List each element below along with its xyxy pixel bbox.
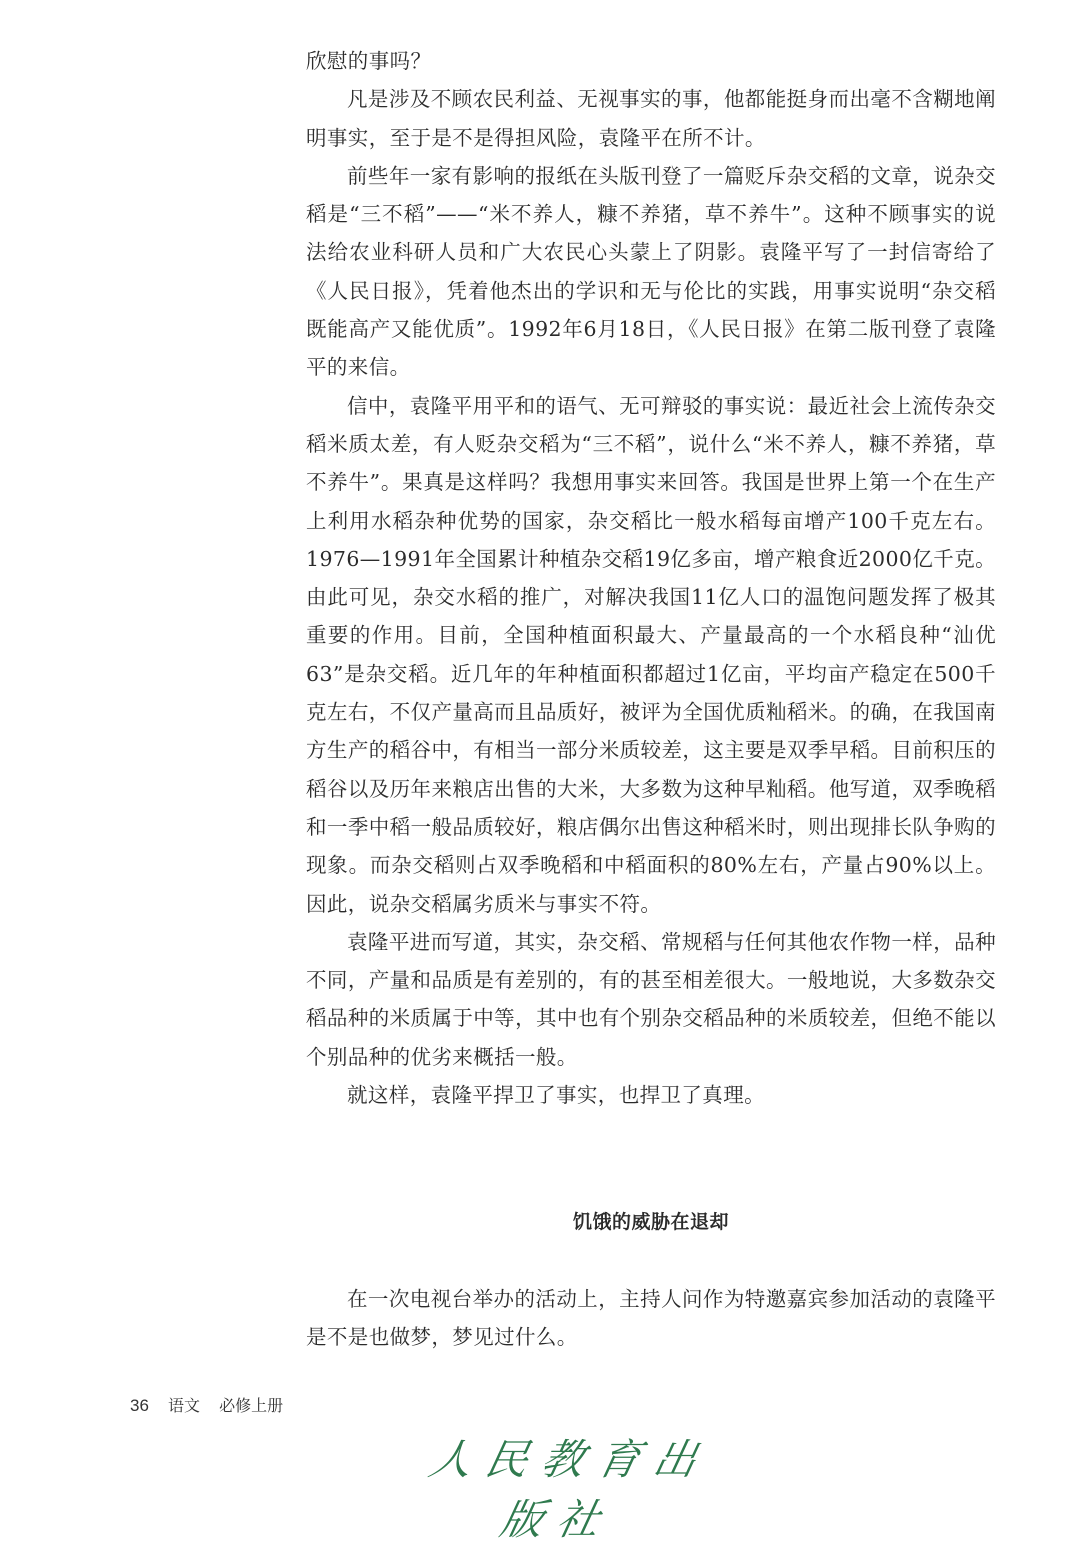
article-body (306, 42, 996, 1114)
section-heading: 饥饿的威胁在退却 (572, 1211, 729, 1233)
paragraph: 信中，袁隆平用平和的语气、无可辩驳的事实说：最近社会上流传杂交稻米质太差，有人贬杂交稻为“三不稻”，说什么“米不养人，糠不养猪，草不养牛”。果真是这样吗？我想用事实来回答。我国是世界上第一个在生产上利用水稻杂种优势的国家，杂交稻比一般水稻每亩增产100千克左右。1976—1991年全国累计种植杂交稻19亿多亩，增产粮食近2000亿千克。由此可见，杂交水稻的推广，对解决我国11亿人口的温饱问题发挥了极其重要的作用。目前，全国种植面积最大、产量最高的一个水稻良种“汕优63”是杂交稻。近几年的年种植面积都超过1亿亩，平均亩产稳定在500千克左右，不仅产量高而且品质好，被评为全国优质籼稻米。的确，在我国南方生产的稻谷中，有相当一部分米质较差，这主要是双季早稻。目前积压的稻谷以及历年来粮店出售的大米，大多数为这种早籼稻。他写道，双季晚稻和一季中稻一般品质较好，粮店偶尔出售这种稻米时，则出现排长队争购的现象。而杂交稻则占双季晚稻和中稻面积的80%左右，产量占90%以上。因此，说杂交稻属劣质米与事实不符。 (306, 393, 996, 916)
paragraph: 袁隆平进而写道，其实，杂交稻、常规稻与任何其他农作物一样，品种不同，产量和品质是有差别的，有的甚至相差很大。一般地说，大多数杂交稻品种的米质属于中等，其中也有个别杂交稻品种的米质较差，但绝不能以个别品种的优劣来概括一般。 (306, 929, 996, 1069)
paragraph: 在一次电视台举办的活动上，主持人问作为特邀嘉宾参加活动的袁隆平是不是也做梦，梦见过什么。 (306, 1287, 996, 1350)
paragraph: 就这样，袁隆平捍卫了事实，也捍卫了真理。 (347, 1083, 765, 1108)
paragraph-continuation: 欣慰的事吗？ (306, 49, 432, 73)
book-subject: 语文 (168, 1396, 201, 1415)
page-number: 36 (130, 1396, 149, 1415)
page-footer (130, 1394, 283, 1418)
book-volume: 必修上册 (219, 1396, 284, 1415)
paragraph: 凡是涉及不顾农民利益、无视事实的事，他都能挺身而出毫不含糊地阐明事实，至于是不是得担风险，袁隆平在所不计。 (306, 87, 996, 150)
paragraph: 前些年一家有影响的报纸在头版刊登了一篇贬斥杂交稻的文章，说杂交稻是“三不稻”——“米不养人，糠不养猪，草不养牛”。这种不顾事实的说法给农业科研人员和广大农民心头蒙上了阴影。袁隆平写了一封信寄给了《人民日报》，凭着他杰出的学识和无与伦比的实践，用事实说明“杂交稻既能高产又能优质”。1992年6月18日，《人民日报》在第二版刊登了袁隆平的来信。 (306, 163, 996, 380)
publisher-logo: 人民教育出版社 (424, 1435, 716, 1544)
section-body (306, 1280, 996, 1357)
